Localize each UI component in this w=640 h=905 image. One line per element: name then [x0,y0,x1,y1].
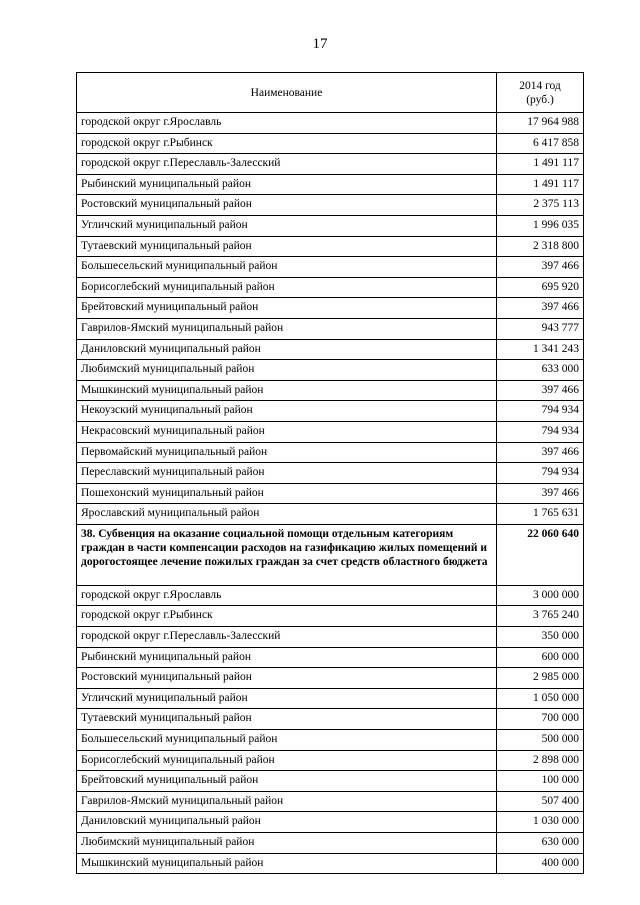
row-amount: 630 000 [497,833,584,854]
row-name: Тутаевский муниципальный район [77,709,497,730]
row-name: городской округ г.Ярославль [77,113,497,134]
row-name: Борисоглебский муниципальный район [77,750,497,771]
section-amount: 22 060 640 [497,524,584,585]
row-amount: 600 000 [497,647,584,668]
row-amount: 1 030 000 [497,812,584,833]
table-row [77,339,584,360]
row-amount: 1 341 243 [497,339,584,360]
row-name: Ростовский муниципальный район [77,668,497,689]
row-name: Пошехонский муниципальный район [77,483,497,504]
row-name: Брейтовский муниципальный район [77,298,497,319]
table-row [77,360,584,381]
row-name: Рыбинский муниципальный район [77,647,497,668]
table-row [77,791,584,812]
table-row [77,380,584,401]
row-amount: 397 466 [497,257,584,278]
table-row [77,195,584,216]
row-name: Борисоглебский муниципальный район [77,277,497,298]
row-name: городской округ г.Переславль-Залесский [77,627,497,648]
row-name: Рыбинский муниципальный район [77,174,497,195]
row-name: городской округ г.Переславль-Залесский [77,154,497,175]
row-name: городской округ г.Ярославль [77,585,497,606]
row-amount: 1 050 000 [497,688,584,709]
table-row [77,853,584,874]
table-row [77,606,584,627]
table-row [77,318,584,339]
row-amount: 794 934 [497,401,584,422]
row-name: Некрасовский муниципальный район [77,421,497,442]
table-row [77,257,584,278]
row-amount: 3 000 000 [497,585,584,606]
row-name: Переславский муниципальный район [77,463,497,484]
row-name: Ярославский муниципальный район [77,504,497,525]
table-row [77,647,584,668]
row-name: Первомайский муниципальный район [77,442,497,463]
section-title: 38. Субвенция на оказание социальной помощи отдельным категориям граждан в части компенсации расходов на газификацию жилых помещений и дорогостоящее лечение пожилых граждан за счет средств областного бюджета [77,524,497,585]
table-row [77,442,584,463]
row-name: Мышкинский муниципальный район [77,853,497,874]
row-name: городской округ г.Рыбинск [77,606,497,627]
row-amount: 695 920 [497,277,584,298]
row-amount: 350 000 [497,627,584,648]
row-amount: 2 898 000 [497,750,584,771]
row-name: Даниловский муниципальный район [77,339,497,360]
table-row [77,504,584,525]
row-amount: 400 000 [497,853,584,874]
table-row [77,750,584,771]
column-header-year: 2014 год [519,79,561,92]
row-amount: 1 491 117 [497,174,584,195]
table-row [77,401,584,422]
section-row [77,524,584,585]
table-row [77,133,584,154]
budget-table [76,72,584,874]
row-name: Брейтовский муниципальный район [77,771,497,792]
row-name: Любимский муниципальный район [77,360,497,381]
table-row [77,709,584,730]
row-amount: 700 000 [497,709,584,730]
row-name: Тутаевский муниципальный район [77,236,497,257]
row-amount: 500 000 [497,730,584,751]
row-name: городской округ г.Рыбинск [77,133,497,154]
table-row [77,483,584,504]
row-name: Некоузский муниципальный район [77,401,497,422]
row-amount: 1 491 117 [497,154,584,175]
table-body-group-b [77,585,584,873]
row-amount: 397 466 [497,442,584,463]
table-row [77,421,584,442]
row-amount: 3 765 240 [497,606,584,627]
row-amount: 794 934 [497,463,584,484]
row-name: Мышкинский муниципальный район [77,380,497,401]
row-amount: 17 964 988 [497,113,584,134]
row-amount: 100 000 [497,771,584,792]
row-name: Даниловский муниципальный район [77,812,497,833]
table-row [77,277,584,298]
table-row [77,812,584,833]
row-name: Гаврилов-Ямский муниципальный район [77,318,497,339]
row-name: Ростовский муниципальный район [77,195,497,216]
row-amount: 794 934 [497,421,584,442]
row-amount: 1 996 035 [497,215,584,236]
column-header-name: Наименование [77,73,497,113]
column-header-amount [497,73,584,113]
row-amount: 397 466 [497,380,584,401]
row-name: Угличский муниципальный район [77,688,497,709]
table-row [77,174,584,195]
page-number: 17 [312,36,328,52]
table-row [77,154,584,175]
row-amount: 6 417 858 [497,133,584,154]
row-amount: 397 466 [497,483,584,504]
row-name: Большесельский муниципальный район [77,257,497,278]
table-row [77,833,584,854]
table-row [77,236,584,257]
table-row [77,668,584,689]
table-row [77,215,584,236]
row-amount: 2 375 113 [497,195,584,216]
table-section [77,524,584,585]
row-name: Гаврилов-Ямский муниципальный район [77,791,497,812]
table-row [77,113,584,134]
row-amount: 2 318 800 [497,236,584,257]
table-body-group-a [77,113,584,525]
row-amount: 507 400 [497,791,584,812]
row-amount: 633 000 [497,360,584,381]
table-header-row [77,73,584,113]
table-row [77,771,584,792]
table-row [77,463,584,484]
row-name: Большесельский муниципальный район [77,730,497,751]
row-amount: 2 985 000 [497,668,584,689]
table-row [77,585,584,606]
row-amount: 943 777 [497,318,584,339]
row-name: Угличский муниципальный район [77,215,497,236]
row-amount: 397 466 [497,298,584,319]
table-row [77,627,584,648]
table-row [77,298,584,319]
row-amount: 1 765 631 [497,504,584,525]
table-row [77,688,584,709]
row-name: Любимский муниципальный район [77,833,497,854]
table-row [77,730,584,751]
column-header-unit: (руб.) [526,93,554,106]
